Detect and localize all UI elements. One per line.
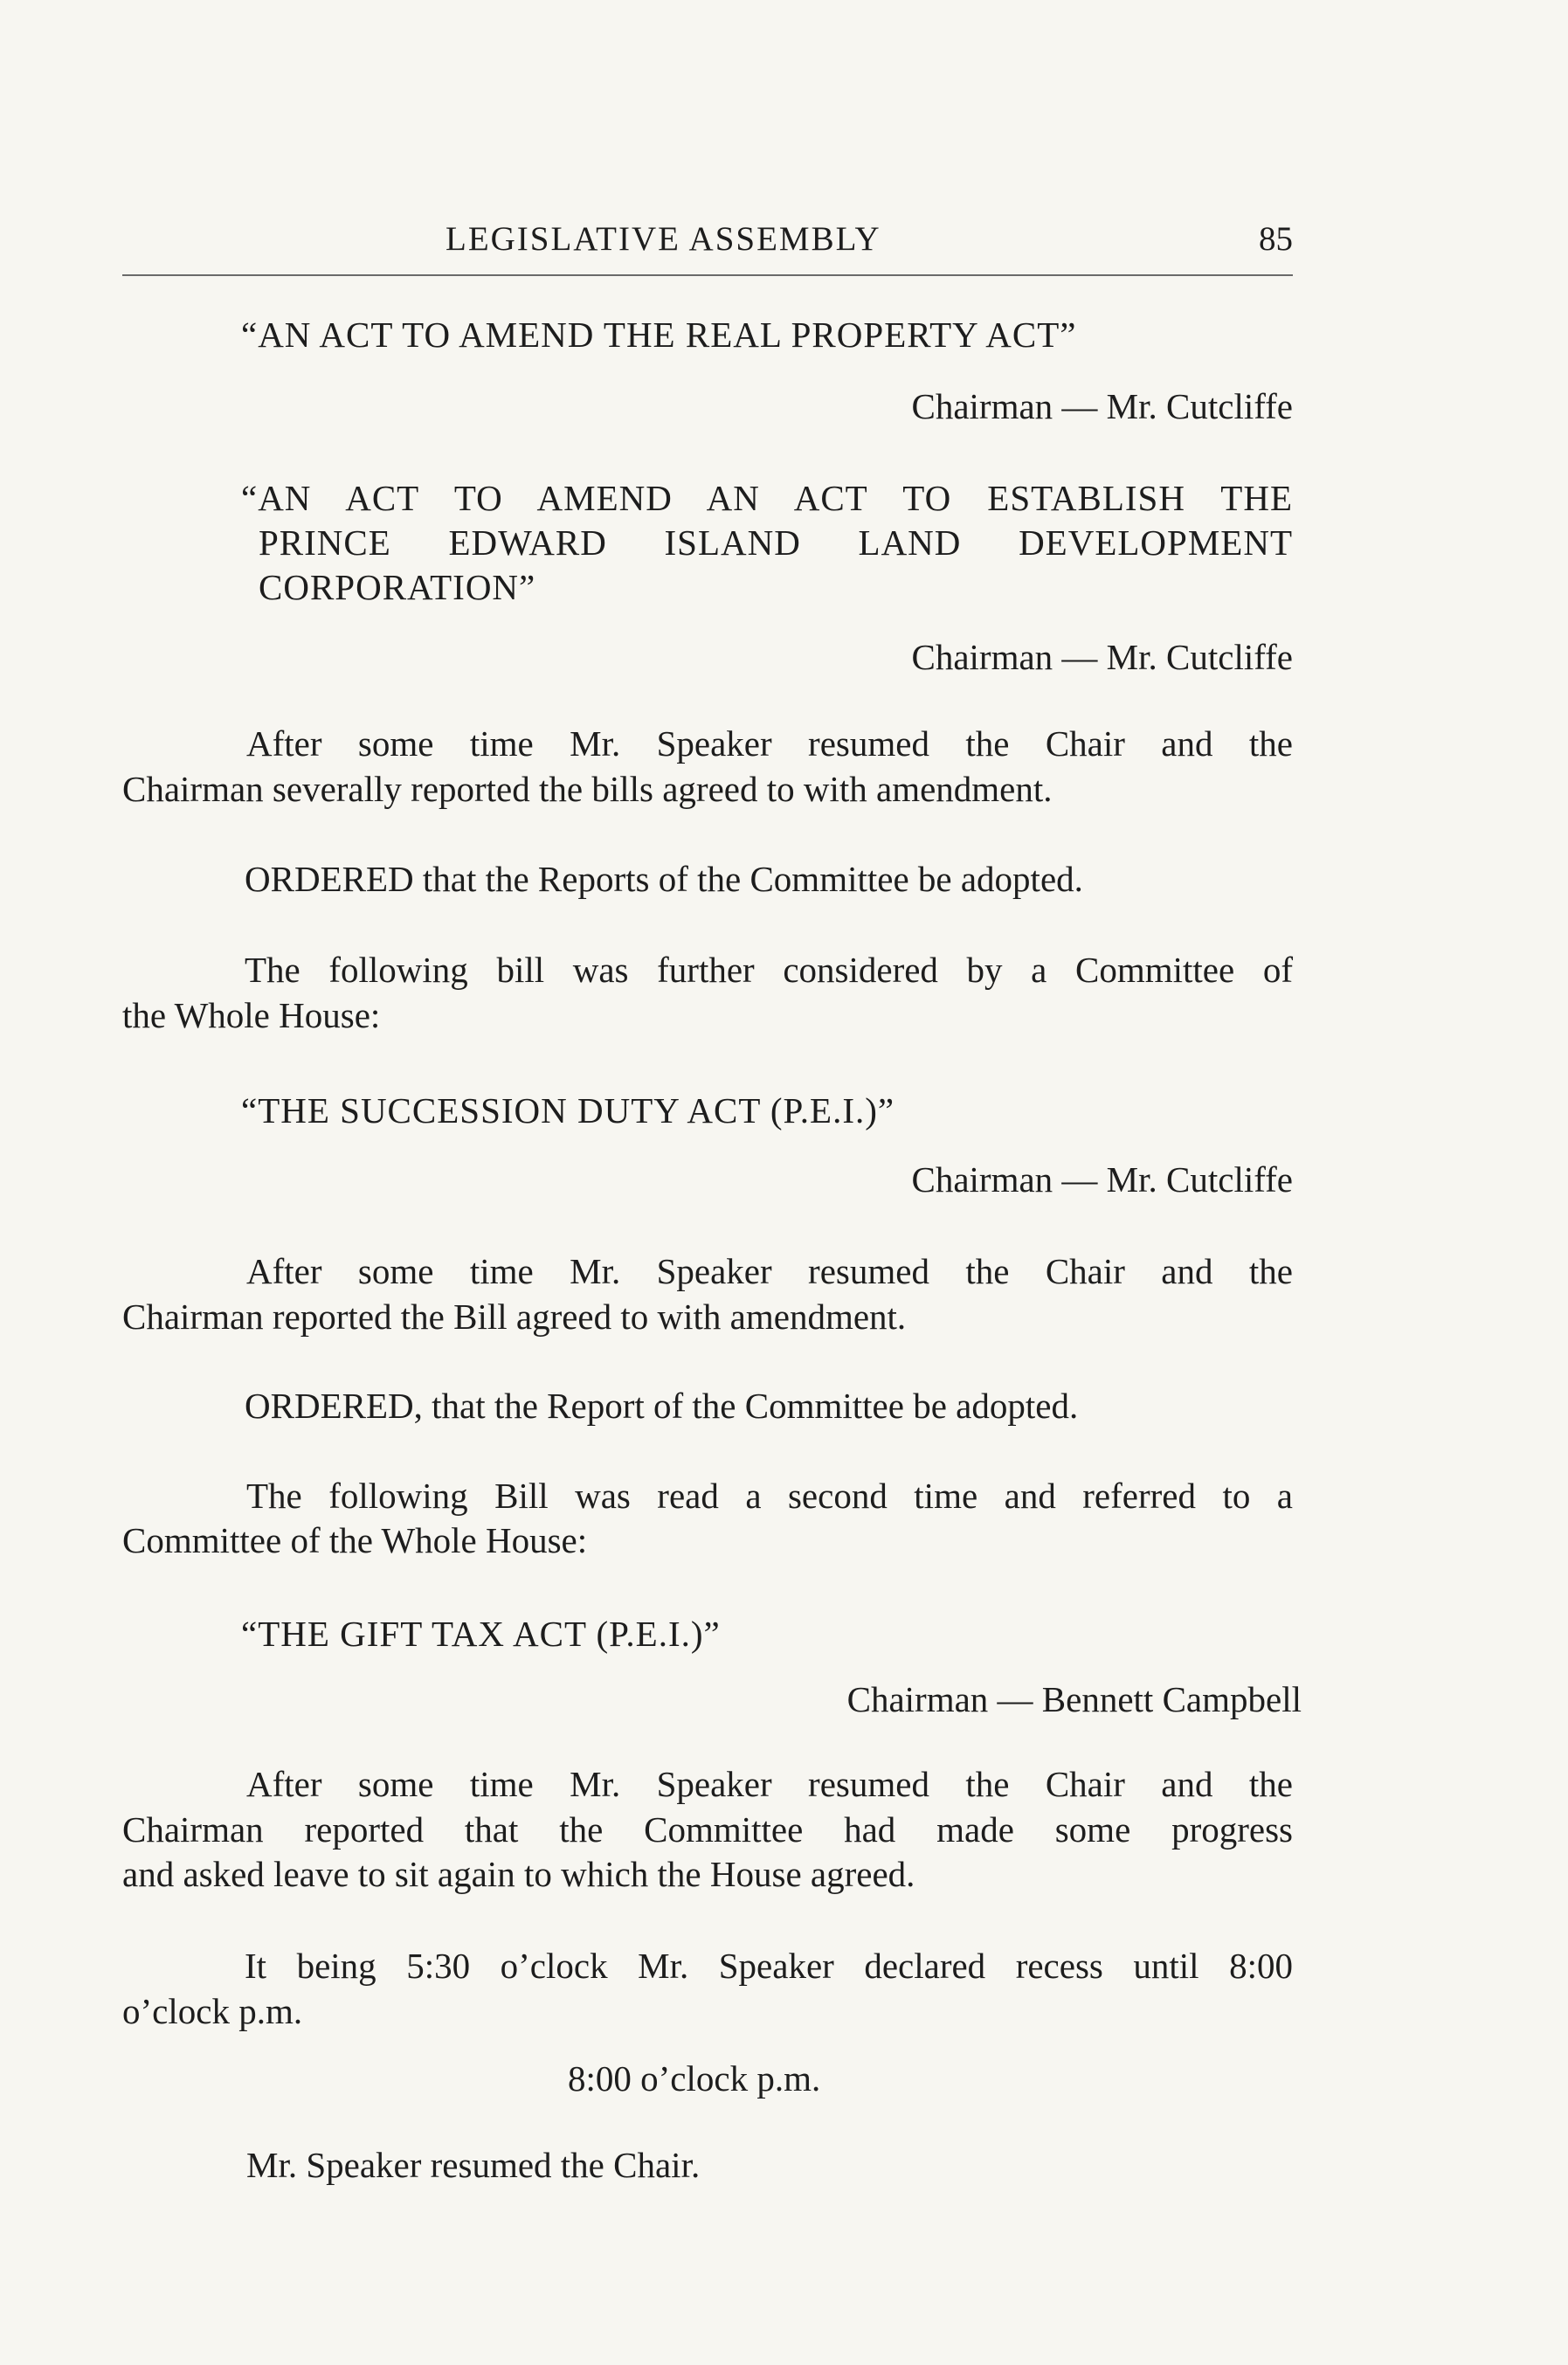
report-paragraph-1-line2: Chairman severally reported the bills agreed to with amendment. (122, 769, 1053, 809)
chairman-line-land-development: Chairman — Mr. Cutcliffe (911, 637, 1293, 677)
ordered-paragraph-1: ORDERED that the Reports of the Committee be adopted. (245, 859, 1083, 899)
following-paragraph-1-line2: the Whole House: (122, 995, 381, 1035)
recess-paragraph-line2: o’clock p.m. (122, 1991, 303, 2031)
report-paragraph-3-line1: After some time Mr. Speaker resumed the Chair and the (246, 1764, 1293, 1804)
time-heading: 8:00 o’clock p.m. (568, 2058, 821, 2099)
bill-title-gift-tax: “THE GIFT TAX ACT (P.E.I.)” (241, 1614, 721, 1654)
bill-title-land-development-line1: “AN ACT TO AMEND AN ACT TO ESTABLISH THE (241, 478, 1293, 518)
bill-title-land-development-line2: PRINCE EDWARD ISLAND LAND DEVELOPMENT (259, 522, 1293, 563)
closing-line: Mr. Speaker resumed the Chair. (246, 2145, 701, 2185)
chairman-line-real-property: Chairman — Mr. Cutcliffe (911, 386, 1293, 426)
following-paragraph-2-line1: The following Bill was read a second time and referred to a (246, 1476, 1293, 1516)
running-head: LEGISLATIVE ASSEMBLY (446, 220, 881, 258)
page-number: 85 (1259, 220, 1293, 258)
header-rule (122, 274, 1293, 276)
bill-title-succession-duty: “THE SUCCESSION DUTY ACT (P.E.I.)” (241, 1090, 895, 1131)
report-paragraph-3-line2: Chairman reported that the Committee had made some progress (122, 1809, 1293, 1850)
following-paragraph-2-line2: Committee of the Whole House: (122, 1520, 588, 1560)
ordered-paragraph-2: ORDERED, that the Report of the Committee be adopted. (245, 1386, 1079, 1426)
report-paragraph-2-line1: After some time Mr. Speaker resumed the Chair and the (246, 1251, 1293, 1291)
following-paragraph-1-line1: The following bill was further considered by a Committee of (245, 950, 1293, 990)
report-paragraph-1-line1: After some time Mr. Speaker resumed the Chair and the (246, 723, 1293, 764)
recess-paragraph-line1: It being 5:30 o’clock Mr. Speaker declared recess until 8:00 (245, 1946, 1293, 1986)
bill-title-real-property: “AN ACT TO AMEND THE REAL PROPERTY ACT” (241, 315, 1077, 355)
report-paragraph-3-line3: and asked leave to sit again to which the House agreed. (122, 1854, 915, 1894)
report-paragraph-2-line2: Chairman reported the Bill agreed to with amendment. (122, 1297, 907, 1337)
chairman-line-gift-tax: Chairman — Bennett Campbell (846, 1679, 1302, 1719)
bill-title-land-development-line3: CORPORATION” (259, 567, 536, 607)
chairman-line-succession-duty: Chairman — Mr. Cutcliffe (911, 1159, 1293, 1200)
page-header (122, 217, 1293, 278)
